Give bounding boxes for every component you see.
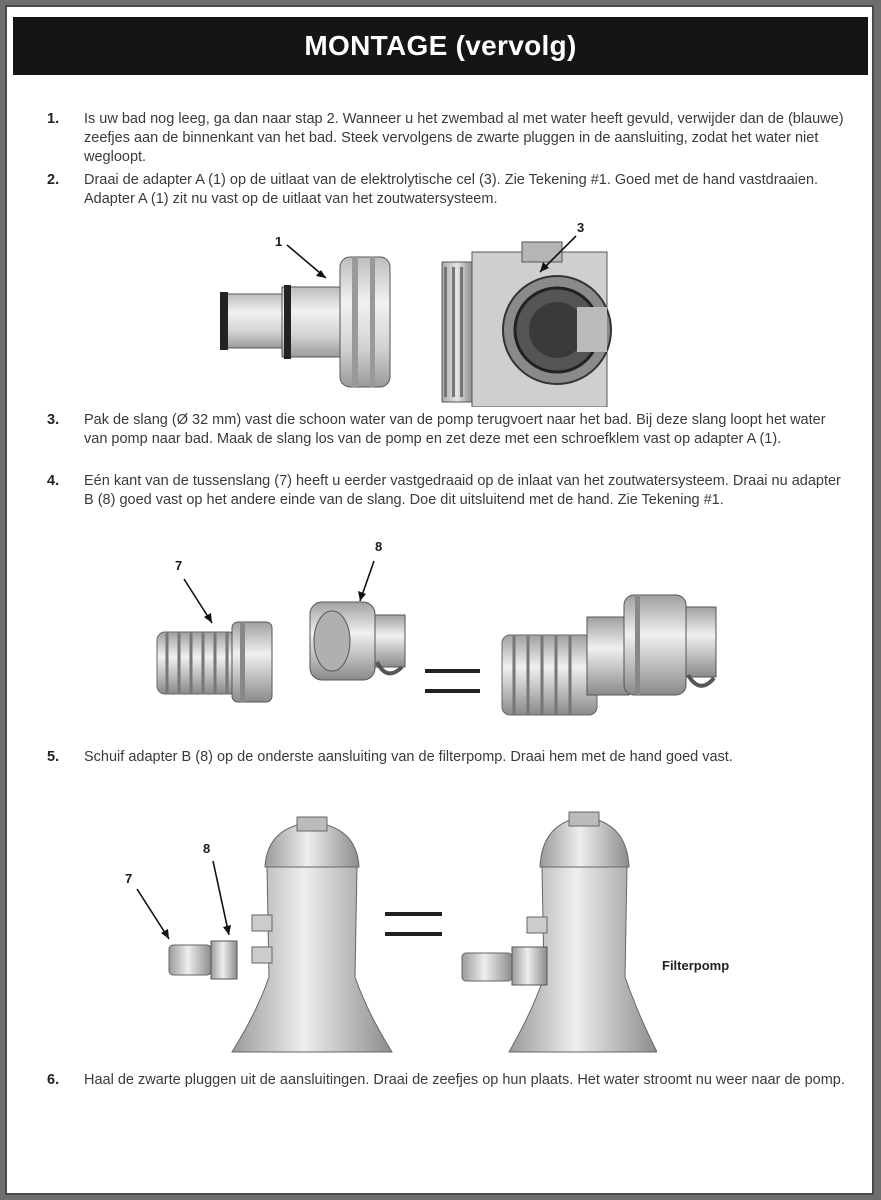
filter-pump-left [232, 817, 392, 1052]
filter-pump-right [462, 812, 657, 1052]
callout-label: 1 [275, 234, 283, 249]
step-number: 4. [47, 473, 60, 489]
step-1 [47, 110, 847, 167]
step-number: 2. [47, 172, 60, 188]
callout-8 [358, 539, 382, 601]
assembled-hose-adapter [502, 595, 716, 715]
callout-7 [175, 558, 212, 623]
step-number: 6. [47, 1072, 60, 1088]
equals-sign [425, 669, 480, 693]
loose-hose-7 [169, 941, 237, 979]
adapter-b-hose-illustration [142, 537, 732, 727]
page-title: MONTAGE (vervolg) [13, 17, 868, 75]
step-4 [47, 472, 847, 510]
step-text: Is uw bad nog leeg, ga dan naar stap 2. Wanneer u het zwembad al met water heeft gevuld, verwijder dan de (blauwe) zeefjes aan de binnenkant van het bad. Steek vervolgens de zwarte pluggen in de aansluiting, zodat het water niet wegloopt. [84, 111, 844, 165]
equals-sign [385, 912, 442, 936]
callout-label: 3 [577, 220, 585, 235]
hose-7 [157, 622, 272, 702]
callout-8 [203, 841, 231, 935]
step-2 [47, 171, 847, 209]
callout-label: 7 [125, 871, 133, 886]
step-6 [47, 1071, 847, 1090]
step-3 [47, 411, 847, 449]
step-number: 3. [47, 412, 60, 428]
callout-1 [275, 234, 326, 278]
step-number: 5. [47, 749, 60, 765]
callout-label: 8 [203, 841, 211, 856]
step-text: Pak de slang (Ø 32 mm) vast die schoon water van de pomp terugvoert naar het bad. Bij deze slang loopt het water van pomp naar bad. Maak de slang los van de pomp en zet deze met een schroefklem vast op adapter A (1). [84, 412, 826, 447]
step-5 [47, 748, 847, 767]
manual-page [5, 5, 874, 1195]
step-number: 1. [47, 111, 60, 127]
callout-label: 7 [175, 558, 183, 573]
adapter-a-illustration [202, 212, 622, 407]
step-text: Eén kant van de tussenslang (7) heeft u eerder vastgedraaid op de inlaat van het zoutwatersysteem. Draai nu adapter B (8) goed vast op het andere einde van de slang. Doe dit uitsluitend met de hand. Zie Tekening #1. [84, 473, 841, 508]
step-text: Haal de zwarte pluggen uit de aansluitingen. Draai de zeefjes op hun plaats. Het water stroomt nu weer naar de pomp. [84, 1072, 845, 1088]
step-text: Draai de adapter A (1) op de uitlaat van de elektrolytische cel (3). Zie Tekening #1. Goed met de hand vastdraaien. Adapter A (1) zit nu vast op de uitlaat van het zoutwatersysteem. [84, 172, 819, 207]
adapter-b-8 [310, 602, 405, 680]
filter-pump-illustration [117, 807, 657, 1057]
callout-7 [125, 871, 169, 939]
filter-pump-label: Filterpomp [662, 958, 730, 973]
callout-label: 8 [375, 539, 383, 554]
step-text: Schuif adapter B (8) op de onderste aansluiting van de filterpomp. Draai hem met de hand goed vast. [84, 749, 733, 765]
